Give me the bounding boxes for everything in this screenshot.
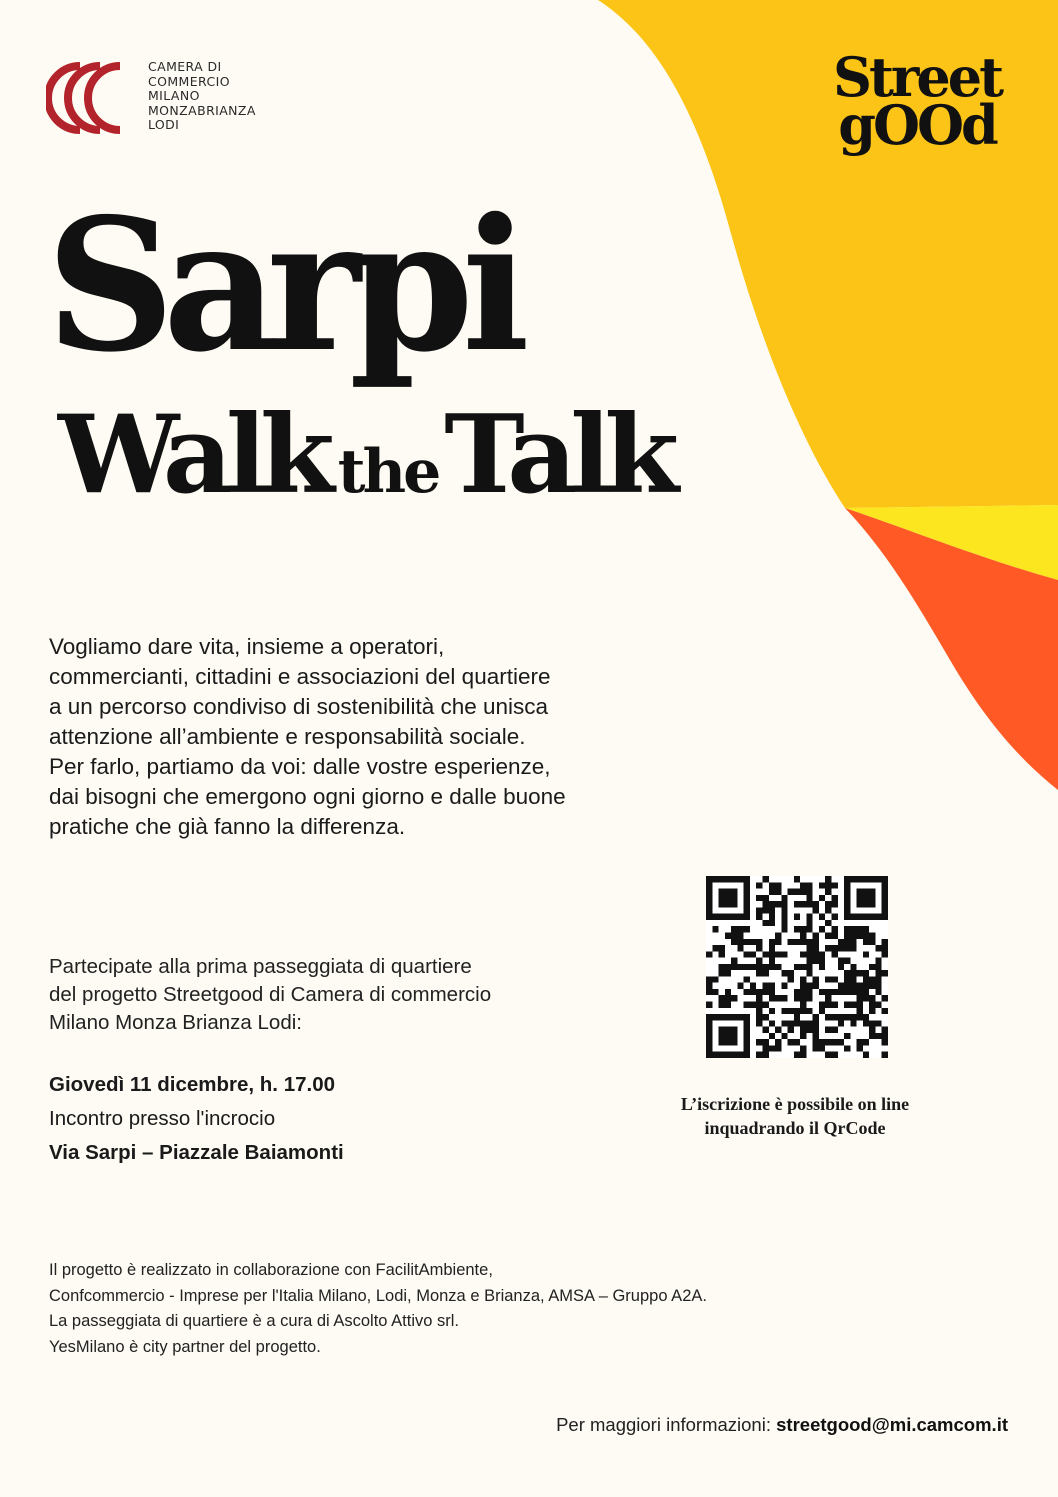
invite-line: del progetto Streetgood di Camera di commercio	[49, 983, 492, 1006]
contact-email-link[interactable]: streetgood@mi.camcom.it	[776, 1414, 1008, 1435]
qr-caption-line: inquadrando il QrCode	[704, 1118, 886, 1138]
invite-line: Milano Monza Brianza Lodi:	[49, 1011, 302, 1034]
event-meeting: Incontro presso l'incrocio	[49, 1107, 276, 1130]
ccc-wordmark	[148, 60, 256, 133]
ccc-line: LODI	[148, 117, 180, 133]
credits	[49, 1258, 707, 1360]
credits-line: Il progetto è realizzato in collaborazione con FacilitAmbiente,	[49, 1261, 493, 1279]
intro-paragraph	[49, 632, 649, 842]
intro-line: Per farlo, partiamo da voi: dalle vostre esperienze,	[49, 754, 551, 779]
intro-line: attenzione all’ambiente e responsabilità sociale.	[49, 724, 526, 749]
title-talk: Talk	[444, 392, 673, 518]
credits-line: La passeggiata di quartiere è a cura di Ascolto Attivo srl.	[49, 1312, 459, 1330]
intro-line: commercianti, cittadini e associazioni del quartiere	[49, 664, 551, 689]
qr-code[interactable]	[706, 876, 888, 1058]
contact-line	[556, 1414, 1008, 1436]
title-sarpi: Sarpi	[46, 178, 519, 392]
intro-line: pratiche che già fanno la differenza.	[49, 814, 406, 839]
ccc-line: CAMERA DI	[148, 59, 222, 74]
qr-caption	[620, 1092, 970, 1140]
event-details	[49, 1068, 344, 1170]
title-the: the	[337, 437, 439, 507]
title-walk-the-talk	[58, 392, 673, 518]
title-walk: Walk	[58, 392, 328, 518]
ccc-line: MONZABRIANZA	[148, 102, 256, 118]
credits-line: YesMilano è city partner del progetto.	[49, 1337, 321, 1356]
intro-line: a un percorso condiviso di sostenibilità che unisca	[49, 694, 549, 719]
streetgood-logo	[826, 45, 1008, 157]
contact-label: Per maggiori informazioni:	[556, 1414, 771, 1435]
ccc-line: MILANO	[148, 88, 200, 104]
ccc-line: COMMERCIO	[148, 73, 230, 89]
invite-paragraph	[49, 953, 609, 1037]
streetgood-logo-bottom: gOOd	[838, 93, 996, 157]
streetgood-logo-top: Street	[832, 45, 1002, 109]
intro-line: Vogliamo dare vita, insieme a operatori,	[49, 634, 445, 659]
event-place: Via Sarpi – Piazzale Baiamonti	[49, 1141, 344, 1164]
camera-di-commercio-logo	[46, 58, 128, 138]
intro-line: dai bisogni che emergono ogni giorno e dalle buone	[49, 784, 566, 809]
credits-line: Confcommercio - Imprese per l'Italia Milano, Lodi, Monza e Brianza, AMSA – Gruppo A2A.	[49, 1286, 707, 1305]
invite-line: Partecipate alla prima passeggiata di quartiere	[49, 955, 472, 978]
qr-caption-line: L’iscrizione è possibile on line	[680, 1094, 910, 1114]
event-date: Giovedì 11 dicembre, h. 17.00	[49, 1073, 335, 1096]
